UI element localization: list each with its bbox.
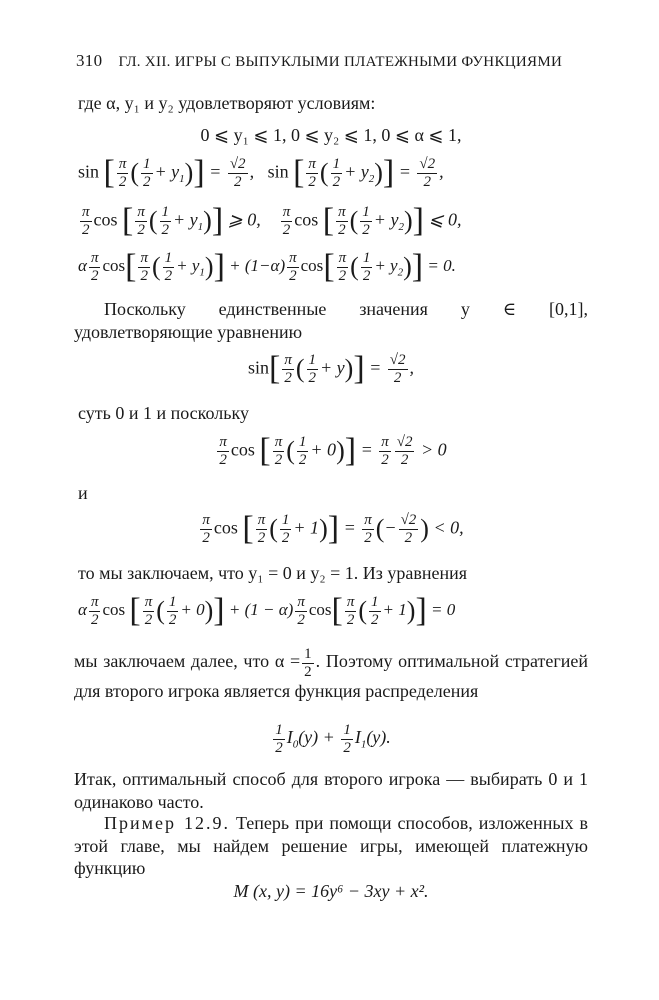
payoff-function: M (x, y) = 16y⁶ − 3xy + x².: [233, 881, 429, 901]
cosine-at-zero: $\frac{\pi}{2}$ cos [ $\frac{\pi}{2}$ ( $\frac{1}{2}$ + 0)] = $\frac{\pi}{2}$ $\frac{√2}{2}$ > 0: [219, 432, 447, 469]
conjunction-and: и: [78, 483, 88, 503]
running-header: [76, 50, 596, 72]
sine-equations: sin [ $\frac{\pi}{2}$ ( $\frac{1}{2}$ + $y_1$)] = $\frac{√2}{2}$ , sin [ $\frac{\pi}{2}$ ( $\frac{1}{2}$ + $y_2$)] = $\frac{√2}{2}$ ,: [78, 154, 444, 191]
cosine-at-one: $\frac{\pi}{2}$ cos [ $\frac{\pi}{2}$ ( $\frac{1}{2}$ + 1)] = $\frac{\pi}{2}$ (− $\frac{√2}{2}$ ) < 0,: [202, 510, 464, 547]
combined-equation: α $\frac{\pi}{2}$ cos[ $\frac{\pi}{2}$ ( $\frac{1}{2}$ + $y_1)] + (1-\alpha)$ $\frac{\pi}{2}$ cos[ $\frac{\pi}{2}$ ( $\frac{1}{2}$ + $y_2)] = 0$.: [78, 248, 456, 285]
example-paragraph: [74, 812, 588, 880]
alpha-equation: α $\frac{\pi}{2}$ cos [ $\frac{\pi}{2}$ ( $\frac{1}{2}$ + 0)] + (1 − α) $\frac{\pi}{2}$ cos[ $\frac{\pi}{2}$ ( $\frac{1}{2}$ + 1)] = 0: [78, 592, 456, 629]
paragraph-3: то мы заключаем, что y₁ = 0 и y₂ = 1. Из уравнения: [78, 563, 468, 583]
paragraph-1: Поскольку единственные значения y ∈ [0,1], удовлетворяющие уравнению: [74, 299, 588, 342]
paragraph-4-end: . Поэтому оптимальной стратегией для второго игрока является функция распределения: [74, 651, 588, 701]
example-text: Теперь при помощи способов, изложенных в этой главе, мы найдем решение игры, имеющей платежную функцию: [74, 813, 588, 878]
conditions-line: 0 ⩽ y₁ ⩽ 1, 0 ⩽ y₂ ⩽ 1, 0 ⩽ α ⩽ 1,: [200, 125, 462, 145]
paragraph-5: Итак, оптимальный способ для второго игрока — выбирать 0 и 1 одинаково часто.: [74, 769, 588, 812]
paragraph-2: суть 0 и 1 и поскольку: [78, 403, 249, 423]
example-label: Пример 12.9.: [104, 813, 230, 833]
cosine-inequalities: $\frac{\pi}{2}$ cos [ $\frac{\pi}{2}$ ( $\frac{1}{2}$ + $y_1$)] ⩾ 0, $\frac{\pi}{2}$ cos [ $\frac{\pi}{2}$ ( $\frac{1}{2}$ + $y_2$)] ⩽ 0,: [82, 202, 462, 239]
running-title: ГЛ. XII. ИГРЫ С ВЫПУКЛЫМИ ПЛАТЕЖНЫМИ ФУНКЦИЯМИ: [118, 54, 563, 70]
paragraph-4-start: мы заключаем далее, что α =: [74, 651, 301, 672]
intro-line: где α, y₁ и y₂ удовлетворяют условиям:: [78, 93, 376, 113]
distribution-function: $\frac{1}{2}$ $I_0(y)$ + $\frac{1}{2}$ $I_1(y)$.: [275, 722, 391, 756]
sine-equation-centered: sin[ $\frac{\pi}{2}$ ( $\frac{1}{2}$ + y)] = $\frac{√2}{2}$ ,: [247, 350, 415, 387]
paragraph-4: мы заключаем далее, что α = $\frac{1}{2}$ . Поэтому оптимальной стратегией для второго игрока является функция распределения: [74, 646, 588, 701]
page-number: 310: [76, 51, 103, 70]
